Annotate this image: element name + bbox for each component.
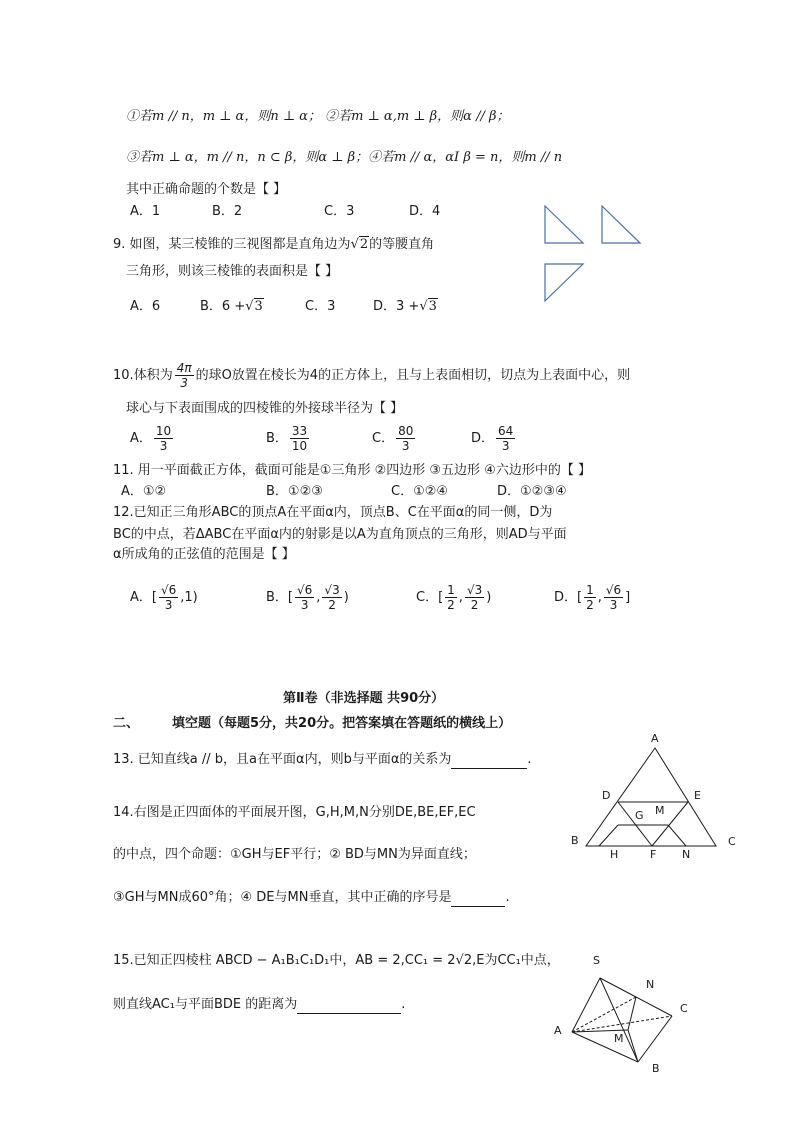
label-s: S xyxy=(593,954,600,967)
q10-option-b-label: B． xyxy=(266,431,288,446)
segment-mn xyxy=(668,825,686,846)
q10-post: 的球O放置在棱长为4的正方体上，且与上表面相切，切点为上表面中心，则 xyxy=(195,368,631,383)
q10-option-c xyxy=(372,421,417,457)
top-view-triangle xyxy=(545,264,583,301)
q12-option-c-sep: , xyxy=(458,590,463,605)
label-c: C xyxy=(680,1002,688,1015)
label-c: C xyxy=(728,835,736,848)
q12-option-b-num2: √3 xyxy=(324,583,340,597)
q12-option-a-tail: ,1) xyxy=(180,590,198,605)
label-e: E xyxy=(694,789,701,802)
q10-option-a xyxy=(130,421,175,457)
q9-text-a: 如图，某三棱锥的三视图都是直角边为 xyxy=(129,237,351,252)
q12-option-c-num1: 1 xyxy=(447,583,455,597)
edge-ab xyxy=(572,1032,638,1062)
q9-option-d-label: D．3 + xyxy=(373,299,420,314)
q13-line xyxy=(113,751,532,769)
q8-option-a: A．1 xyxy=(130,204,161,219)
label-m: M xyxy=(614,1032,624,1045)
q10-option-c-den: 3 xyxy=(401,439,410,453)
q10-option-d-label: D． xyxy=(471,431,495,446)
q8-option-b: B．2 xyxy=(212,204,243,219)
q10-option-c-label: C． xyxy=(372,431,395,446)
q12-option-b xyxy=(266,580,349,616)
edge-bc xyxy=(638,1016,672,1062)
q10-option-a-den: 3 xyxy=(159,439,168,453)
q12-option-b-tail: ) xyxy=(343,590,349,605)
q12-option-a-num: √6 xyxy=(160,583,177,597)
q14-text: ③GH与MN成60°角；④ DE与MN垂直，其中正确的序号是 xyxy=(113,890,452,905)
label-h: H xyxy=(610,848,619,861)
q10-option-a-num: 10 xyxy=(155,424,172,438)
front-view-triangle xyxy=(545,206,583,243)
q14-line3 xyxy=(113,889,510,907)
label-b: B xyxy=(571,834,579,847)
q8-line1: ①若m // n，m ⊥ α，则n ⊥ α； ②若m ⊥ α,m ⊥ β，则α // β； xyxy=(126,109,510,124)
q9-option-a: A．6 xyxy=(130,299,161,314)
q12-option-a-den: 3 xyxy=(164,598,173,612)
q12-option-d-label: D．[ xyxy=(554,590,583,605)
q9-text-b: 的等腰直角 xyxy=(369,237,435,252)
q10-option-d-den: 3 xyxy=(501,439,510,453)
pyramid-figure xyxy=(546,946,706,1080)
q10-option-c-num: 80 xyxy=(398,424,414,438)
q11-option-a: A．①② xyxy=(121,484,167,499)
tetrahedron-net-figure xyxy=(566,730,746,865)
q10-fraction-denominator: 3 xyxy=(180,376,188,390)
q10-line2: 球心与下表面围成的四棱锥的外接球半径为【 】 xyxy=(126,401,404,416)
q9-option-c: C．3 xyxy=(305,299,336,314)
label-a: A xyxy=(651,732,659,745)
segment-mb xyxy=(628,1030,638,1062)
section-number: 二、 xyxy=(113,716,140,731)
q14-end: . xyxy=(505,890,510,905)
q12-option-c-den1: 2 xyxy=(447,598,455,612)
q9-line2: 三角形，则该三棱锥的表面积是【 】 xyxy=(126,264,339,279)
q12-option-a-label: A．[ xyxy=(130,590,157,605)
q12-line3: α所成角的正弦值的范围是【 】 xyxy=(113,547,295,562)
q9-option-b: B．6 +√3 xyxy=(200,299,263,314)
q12-option-d-den1: 2 xyxy=(586,598,594,612)
q12-option-d-num2: √6 xyxy=(605,583,622,597)
q10-option-b-den: 10 xyxy=(291,439,308,453)
q8-option-d: D．4 xyxy=(409,204,441,219)
q9-line1: 9. 如图，某三棱锥的三视图都是直角边为√2的等腰直角 xyxy=(113,237,435,252)
q12-option-c-tail: ) xyxy=(486,590,492,605)
q8-line2: ③若m ⊥ α，m // n，n ⊂ β，则α ⊥ β；④若m // α，αI β = n，则m // n xyxy=(126,150,563,165)
part2-title: 第Ⅱ卷（非选择题 共90分） xyxy=(283,691,445,706)
q14-line1: 14.右图是正四面体的平面展开图，G,H,M,N分别DE,BE,EF,EC xyxy=(113,805,476,820)
q8-stem: 其中正确命题的个数是【 】 xyxy=(126,182,287,197)
segment-hg xyxy=(599,825,618,846)
q12-line1: 12.已知正三角形ABC的顶点A在平面α内，顶点B、C在平面α的同一侧，D为 xyxy=(113,505,553,520)
q10-option-d-num: 64 xyxy=(498,424,514,438)
q12-option-d-num1: 1 xyxy=(586,583,594,597)
side-view-triangle xyxy=(602,206,640,243)
q12-option-c-num2: √3 xyxy=(466,583,483,597)
q9-sqrt: 2 xyxy=(359,237,369,252)
q10-option-d xyxy=(471,421,517,457)
q10-fraction-numerator: 4π xyxy=(176,361,192,375)
q12-option-d-sep: , xyxy=(597,590,602,605)
q13-end: . xyxy=(527,752,532,767)
q10-option-a-label: A． xyxy=(130,431,152,446)
label-n: N xyxy=(646,978,655,991)
q12-option-d xyxy=(554,580,630,616)
three-view-figure xyxy=(540,202,650,306)
q12-option-b-label: B．[ xyxy=(266,590,293,605)
label-m: M xyxy=(655,804,665,817)
q9-option-d-sqrt: 3 xyxy=(428,299,437,314)
q12-option-b-num1: √6 xyxy=(297,583,313,597)
q12-option-c-label: C．[ xyxy=(416,590,444,605)
q12-option-b-sep: , xyxy=(316,590,321,605)
q15-answer-blank[interactable] xyxy=(297,999,401,1014)
q13-answer-blank[interactable] xyxy=(451,754,527,769)
q10-option-b-num: 33 xyxy=(291,424,308,438)
q15-line2 xyxy=(113,996,405,1014)
label-d: D xyxy=(602,789,611,802)
q12-option-b-den1: 3 xyxy=(300,598,309,612)
q9-option-d: D．3 +√3 xyxy=(373,299,437,314)
q11-option-b: B．①②③ xyxy=(266,484,323,499)
q13-text: 13. 已知直线a // b，且a在平面α内，则b与平面α的关系为 xyxy=(113,752,452,767)
q9-number: 9. xyxy=(113,237,126,252)
q14-line2: 的中点，四个命题：①GH与EF平行；② BD与MN为异面直线； xyxy=(113,847,476,862)
segment-mn xyxy=(628,997,636,1030)
label-b: B xyxy=(652,1062,660,1075)
q10-line1 xyxy=(113,358,630,394)
q12-option-c-den2: 2 xyxy=(470,598,479,612)
q11-option-d: D．①②③④ xyxy=(497,484,567,499)
q15-text: 则直线AC₁与平面BDE 的距离为 xyxy=(113,997,298,1012)
q12-option-d-den2: 3 xyxy=(609,598,618,612)
label-a: A xyxy=(554,1024,562,1037)
q12-option-d-tail: ] xyxy=(625,590,631,605)
q11-option-c: C．①②④ xyxy=(391,484,449,499)
q8-option-c: C．3 xyxy=(324,204,355,219)
edge-sb xyxy=(600,978,638,1062)
q15-end: . xyxy=(401,997,406,1012)
q9-option-b-sqrt: 3 xyxy=(254,299,263,314)
label-n: N xyxy=(682,848,691,861)
section-title: 填空题（每题5分，共20分。把答案填在答题纸的横线上） xyxy=(172,716,512,731)
q9-option-b-label: B．6 + xyxy=(200,299,246,314)
q12-option-a xyxy=(130,580,198,616)
q12-line2: BC的中点，若ΔABC在平面α内的射影是以A为直角顶点的三角形，则AD与平面 xyxy=(113,527,567,542)
label-f: F xyxy=(650,848,657,861)
q10-volume-fraction xyxy=(175,361,194,390)
q10-option-b xyxy=(266,421,311,457)
q12-option-b-den2: 2 xyxy=(328,598,336,612)
q12-option-c xyxy=(416,580,491,616)
q10-pre: 体积为 xyxy=(133,368,173,383)
label-g: G xyxy=(635,809,644,822)
q14-answer-blank[interactable] xyxy=(451,892,505,907)
q10-number: 10. xyxy=(113,368,134,383)
q11-stem: 11. 用一平面截正方体，截面可能是①三角形 ②四边形 ③五边形 ④六边形中的【 】 xyxy=(113,463,591,478)
q15-line1: 15.已知正四棱柱 ABCD − A₁B₁C₁D₁中，AB = 2,CC₁ = 2√2,E为CC₁中点， xyxy=(113,953,560,968)
